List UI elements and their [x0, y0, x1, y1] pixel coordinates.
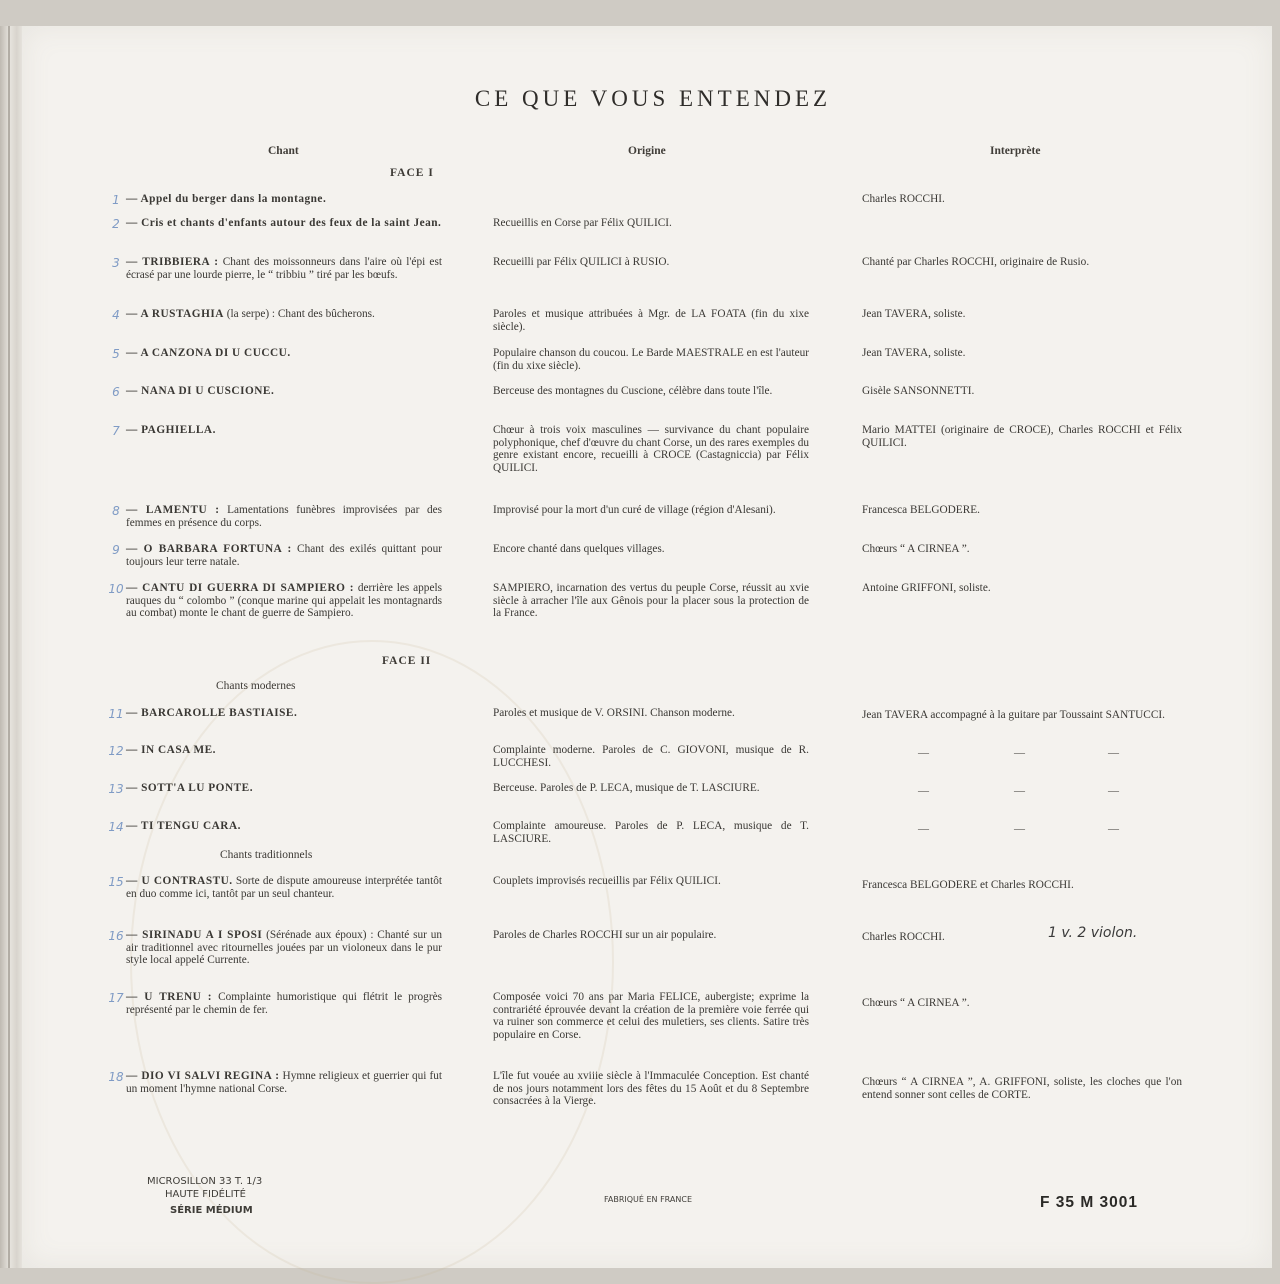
- chant-title: — CANTU DI GUERRA DI SAMPIERO :: [126, 582, 354, 594]
- interprete-cell: Gisèle SANSONNETTI.: [862, 385, 975, 397]
- chant-title: — SIRINADU A I SPOSI: [126, 929, 263, 941]
- chant-title: — BARCAROLLE BASTIAISE.: [126, 707, 298, 719]
- track-number: 15: [108, 875, 124, 889]
- sleeve-fold: [8, 26, 10, 1268]
- chant-cell: [126, 385, 442, 398]
- track-number: 16: [108, 929, 124, 943]
- interprete-cell: Chœurs “ A CIRNEA ”.: [862, 543, 970, 555]
- track-number: 18: [108, 1070, 124, 1084]
- origine-cell: Berceuse. Paroles de P. LECA, musique de T. LASCIURE.: [493, 782, 760, 794]
- chant-title: — LAMENTU :: [126, 504, 220, 516]
- chant-cell: [126, 782, 442, 795]
- track-number: 4: [112, 308, 120, 322]
- chant-title: — DIO VI SALVI REGINA :: [126, 1070, 280, 1082]
- chant-title: — A CANZONA DI U CUCCU.: [126, 347, 291, 359]
- footer-made-in: FABRIQUÉ EN FRANCE: [604, 1195, 693, 1204]
- track-number: 10: [108, 582, 124, 596]
- header-origine: Origine: [628, 145, 666, 157]
- track-number: 13: [108, 782, 124, 796]
- track-number: 5: [112, 347, 120, 361]
- handwritten-note: 1 v. 2 violon.: [1048, 925, 1138, 941]
- chant-cell: [126, 308, 442, 321]
- track-number: 11: [108, 707, 124, 721]
- chant-description: (la serpe) : Chant des bûcherons.: [223, 308, 375, 320]
- chant-title: — U CONTRASTU.: [126, 875, 233, 887]
- origine-cell: Populaire chanson du coucou. Le Barde MAESTRALE en est l'auteur (fin du xixe siècle).: [493, 347, 809, 372]
- track-number: 8: [112, 504, 120, 518]
- origine-cell: Paroles et musique attribuées à Mgr. de LA FOATA (fin du xixe siècle).: [493, 308, 809, 333]
- chant-description: Sorte de dispute amoureuse interprétée tantôt en duo comme ici, tantôt par un seul chanteur.: [126, 875, 443, 900]
- interprete-cell: Francesca BELGODERE.: [862, 504, 980, 516]
- track-number: 14: [108, 820, 124, 834]
- ditto-mark: —: [918, 747, 929, 759]
- origine-cell: Composée voici 70 ans par Maria FELICE, aubergiste; exprime la contrariété éprouvée devant la création de la première voie ferrée qui va ruiner son commerce et celui des muletiers, ses clients. Satire très populaire en Corse.: [493, 991, 809, 1041]
- origine-cell: SAMPIERO, incarnation des vertus du peuple Corse, réussit au xvie siècle à arracher l'île aux Gênois pour la placer sous la protection de la France.: [493, 582, 809, 620]
- chant-title: — TI TENGU CARA.: [126, 820, 241, 832]
- chant-description: Chant des moissonneurs dans l'aire où l'épi est écrasé par une lourde pierre, le “ tribbiu ” tiré par les bœufs.: [126, 256, 442, 281]
- interprete-cell: Jean TAVERA, soliste.: [862, 308, 966, 320]
- face-2-heading: FACE II: [382, 655, 432, 667]
- chant-title: — A RUSTAGHIA: [126, 308, 224, 320]
- track-number: 2: [112, 217, 120, 231]
- footer-format: MICROSILLON 33 T. 1/3: [147, 1176, 263, 1187]
- origine-cell: Berceuse des montagnes du Cuscione, célèbre dans toute l'île.: [493, 385, 773, 397]
- chant-description: Hymne religieux et guerrier qui fut un moment l'hymne national Corse.: [126, 1070, 443, 1095]
- footer-series: SÉRIE MÉDIUM: [170, 1205, 253, 1216]
- chant-title: — Appel du berger dans la montagne.: [126, 193, 327, 205]
- origine-cell: Paroles de Charles ROCCHI sur un air populaire.: [493, 929, 717, 941]
- track-number: 3: [112, 256, 120, 270]
- interprete-cell: Antoine GRIFFONI, soliste.: [862, 582, 991, 594]
- track-number: 17: [108, 991, 124, 1005]
- chant-description: Lamentations funèbres improvisées par des femmes en présence du corps.: [126, 504, 442, 529]
- track-number: 12: [108, 744, 124, 758]
- track-number: 7: [112, 424, 120, 438]
- catalog-number: F 35 M 3001: [1040, 1194, 1139, 1211]
- chant-description: (Sérénade aux époux) : Chanté sur un air traditionnel avec ritournelles jouées par un violoneux dans le pur style local appelé Currente.: [126, 929, 443, 967]
- origine-cell: Couplets improvisés recueillis par Félix QUILICI.: [493, 875, 721, 887]
- ditto-mark: —: [1014, 747, 1025, 759]
- chant-cell: [126, 424, 442, 437]
- footer-fidelity: HAUTE FIDÉLITÉ: [165, 1189, 246, 1200]
- chant-cell: [126, 1070, 442, 1095]
- chant-description: Chant des exilés quittant pour toujours leur terre natale.: [126, 543, 442, 568]
- page-title: CE QUE VOUS ENTENDEZ: [474, 86, 832, 111]
- chant-title: — SOTT'A LU PONTE.: [126, 782, 254, 794]
- origine-cell: Paroles et musique de V. ORSINI. Chanson moderne.: [493, 707, 735, 719]
- chant-cell: [126, 543, 442, 568]
- chant-cell: [126, 875, 442, 900]
- chant-cell: [126, 744, 442, 757]
- chant-cell: [126, 820, 442, 833]
- ditto-mark: —: [1108, 747, 1119, 759]
- ditto-mark: —: [1014, 785, 1025, 797]
- ditto-mark: —: [1014, 823, 1025, 835]
- ditto-mark: —: [1108, 823, 1119, 835]
- chant-title: — TRIBBIERA :: [126, 256, 219, 268]
- chant-title: — Cris et chants d'enfants autour des feux de la saint Jean.: [126, 217, 442, 229]
- origine-cell: Chœur à trois voix masculines — survivance du chant populaire polyphonique, chef d'œuvre du chant Corse, un des rares exemples du genre existant encore, recueilli à CROCE (Castagniccia) par Félix QUILICI.: [493, 424, 809, 474]
- origine-cell: Encore chanté dans quelques villages.: [493, 543, 665, 555]
- chant-cell: [126, 929, 442, 967]
- origine-cell: Improvisé pour la mort d'un curé de village (région d'Alesani).: [493, 504, 776, 516]
- origine-cell: L'île fut vouée au xviiie siècle à l'Immaculée Conception. Est chanté de nos jours notamment lors des fêtes du 15 Août et du 8 Septembre consacrées à la Vierge.: [493, 1070, 809, 1108]
- track-number: 1: [112, 193, 120, 207]
- chant-cell: [126, 256, 442, 281]
- chant-title: — O BARBARA FORTUNA :: [126, 543, 292, 555]
- ditto-mark: —: [1108, 785, 1119, 797]
- subheading-modernes: Chants modernes: [216, 680, 296, 692]
- chant-cell: [126, 347, 442, 360]
- interprete-cell: Chœurs “ A CIRNEA ”.: [862, 997, 970, 1009]
- ditto-mark: —: [918, 785, 929, 797]
- origine-cell: Recueilli par Félix QUILICI à RUSIO.: [493, 256, 670, 268]
- track-number: 6: [112, 385, 120, 399]
- chant-cell: [126, 707, 442, 720]
- chant-cell: [126, 217, 442, 230]
- interprete-cell: Francesca BELGODERE et Charles ROCCHI.: [862, 879, 1074, 891]
- chant-cell: [126, 582, 442, 620]
- chant-title: — IN CASA ME.: [126, 744, 216, 756]
- chant-cell: [126, 504, 442, 529]
- interprete-cell: Mario MATTEI (originaire de CROCE), Charles ROCCHI et Félix QUILICI.: [862, 424, 1182, 449]
- header-interprete: Interprète: [990, 145, 1041, 157]
- subheading-traditionnels: Chants traditionnels: [220, 849, 313, 861]
- sleeve-spine: [0, 26, 24, 1268]
- chant-title: — PAGHIELLA.: [126, 424, 216, 436]
- interprete-cell: Charles ROCCHI.: [862, 193, 945, 205]
- chant-description: derrière les appels rauques du “ colombo ” (conque marine qui appelait les montagnards au combat) monte le chant de guerre de Sampiero.: [126, 582, 442, 620]
- origine-cell: Recueillis en Corse par Félix QUILICI.: [493, 217, 672, 229]
- chant-cell: [126, 193, 442, 206]
- face-1-heading: FACE I: [390, 167, 434, 179]
- header-chant: Chant: [268, 145, 299, 157]
- chant-title: — U TRENU :: [126, 991, 213, 1003]
- origine-cell: Complainte moderne. Paroles de C. GIOVONI, musique de R. LUCCHESI.: [493, 744, 809, 769]
- chant-description: Complainte humoristique qui flétrit le progrès représenté par le chemin de fer.: [126, 991, 442, 1016]
- track-number: 9: [112, 543, 120, 557]
- chant-title: — NANA DI U CUSCIONE.: [126, 385, 275, 397]
- interprete-cell: Jean TAVERA accompagné à la guitare par Toussaint SANTUCCI.: [862, 709, 1165, 721]
- interprete-cell: Chanté par Charles ROCCHI, originaire de Rusio.: [862, 256, 1090, 268]
- interprete-cell: Jean TAVERA, soliste.: [862, 347, 966, 359]
- interprete-cell: Chœurs “ A CIRNEA ”, A. GRIFFONI, soliste, les cloches que l'on entend sonner sont celles de CORTE.: [862, 1076, 1182, 1101]
- ditto-mark: —: [918, 823, 929, 835]
- chant-cell: [126, 991, 442, 1016]
- origine-cell: Complainte amoureuse. Paroles de P. LECA, musique de T. LASCIURE.: [493, 820, 809, 845]
- interprete-cell: Charles ROCCHI.: [862, 931, 945, 943]
